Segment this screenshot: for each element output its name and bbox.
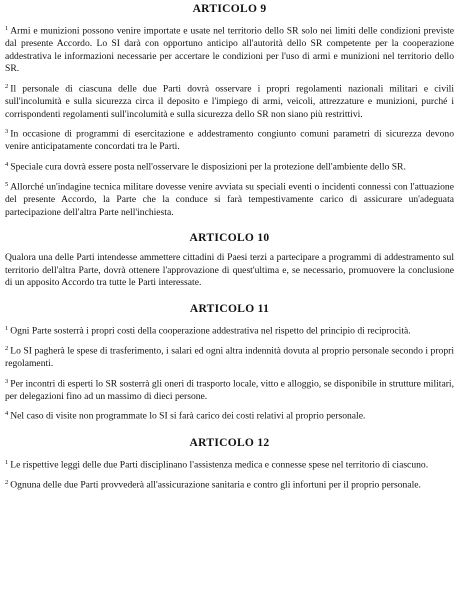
paragraph-text: Armi e munizioni possono venire importate e usate nel territorio dello SR solo nei limiti delle condizioni previste dal presente Accordo. Lo SI darà con opportuno anticipo all'autorità dello SR competente per la cooperazione addestrativa le informazioni necessarie per accertare le condizioni per l'uso di armi e munizioni nel territorio dello SR. — [5, 25, 454, 75]
article-title: ARTICOLO 9 — [192, 3, 267, 15]
paragraph-text: Ogni Parte sosterrà i propri costi della cooperazione addestrativa nel rispetto del principio di reciprocità. — [10, 325, 411, 337]
paragraph-number: 4 — [5, 160, 9, 168]
paragraph — [5, 179, 454, 219]
paragraph-text: Allorché un'indagine tecnica militare dovesse venire avviata su speciali eventi o incidenti connessi con l'attuazione del presente Accordo, la Parte che la conduce si farà tempestivamente carico di assicurare un'adeguata partecipazione dell'altra Parte nell'inchiesta. — [5, 181, 454, 218]
paragraph — [5, 323, 454, 338]
article-10 — [5, 232, 454, 290]
paragraph-text: In occasione di programmi di esercitazione e addestramento congiunto comuni parametri di sicurezza devono venire anticipatamente concordati tra le Parti. — [5, 128, 454, 153]
paragraph — [5, 81, 454, 121]
section-gap — [5, 429, 454, 437]
paragraph-text: Il personale di ciascuna delle due Parti dovrà osservare i propri regolamenti nazionali militari e civili sull'incolumità e sulla sicurezza circa il deposito e l'impiego di armi, veicoli, attrezzature e munizioni, purché i corrispondenti regolamenti sull'incolumità e sulla sicurezza dello SR non siano più restrittivi. — [5, 83, 454, 120]
article-9 — [5, 3, 454, 219]
paragraph-text: Lo SI pagherà le spese di trasferimento, i salari ed ogni altra indennità dovuta al proprio personale secondo i propri regolamenti. — [5, 345, 454, 370]
paragraph — [5, 126, 454, 154]
paragraph — [5, 159, 454, 174]
paragraph — [5, 252, 454, 290]
paragraph — [5, 457, 454, 472]
article-title: ARTICOLO 12 — [189, 436, 270, 449]
article-title: ARTICOLO 10 — [189, 232, 270, 245]
paragraph-number: 1 — [5, 325, 9, 332]
article-12 — [5, 437, 454, 492]
paragraph-text: Le rispettive leggi delle due Parti disciplinano l'assistenza medica e connesse spese nel territorio di ciascuno. — [10, 459, 429, 471]
paragraph-text: Ognuna delle due Parti provvederà all'assicurazione sanitaria e contro gli infortuni per il proprio personale. — [10, 479, 421, 491]
paragraph-number: 2 — [5, 345, 9, 353]
paragraph-number: 1 — [5, 25, 9, 32]
paragraph-number: 4 — [5, 410, 9, 418]
paragraph-number: 2 — [5, 478, 9, 486]
paragraph-number: 2 — [5, 82, 9, 90]
section-gap — [5, 295, 454, 303]
paragraph-text: Qualora una delle Parti intendesse ammettere cittadini di Paesi terzi a partecipare a programmi di addestramento sul territorio dell'altra Parte, dovrà ottenere l'approvazione di quest'ultima e, se necessario, promuovere la conclusione di un apposito Accordo tra tutte le Parti interessate. — [5, 252, 454, 289]
paragraph-number: 3 — [5, 377, 9, 385]
paragraph-text: Speciale cura dovrà essere posta nell'osservare le disposizioni per la protezione dell'ambiente dello SR. — [10, 161, 406, 173]
paragraph-number: 3 — [5, 128, 9, 136]
section-gap — [5, 224, 454, 232]
article-title: ARTICOLO 11 — [189, 303, 270, 315]
paragraph — [5, 23, 454, 76]
paragraph-text: Nel caso di visite non programmate lo SI si farà carico dei costi relativi al proprio personale. — [10, 410, 366, 422]
paragraph — [5, 343, 454, 371]
paragraph — [5, 477, 454, 492]
article-11 — [5, 303, 454, 424]
paragraph-text: Per incontri di esperti lo SR sosterrà gli oneri di trasporto locale, vitto e alloggio, se disponibile in strutture militari, per delegazioni fino ad un massimo di dieci persone. — [5, 378, 454, 402]
paragraph — [5, 376, 454, 404]
paragraph-number: 5 — [5, 180, 9, 188]
paragraph-number: 1 — [5, 458, 9, 466]
paragraph — [5, 408, 454, 423]
